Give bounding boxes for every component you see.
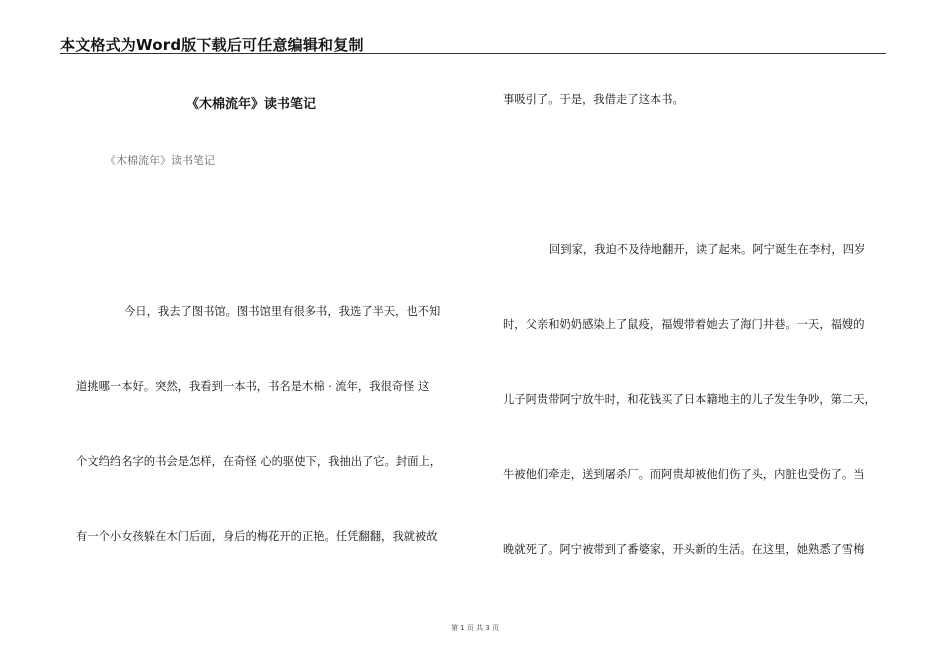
paragraph-line: 道挑哪一本好。突然，我看到一本书，书名是木棉 · 流年，我很奇怪 这 [76,380,430,393]
document-subtitle: 《木棉流年》读书笔记 [105,154,215,167]
paragraph-line: 儿子阿贵带阿宁放牛时，和花钱买了日本籍地主的儿子发生争吵，第二天， [503,393,876,406]
page-footer: 第 1 页 共 3 页 [450,624,500,632]
paragraph-line: 有一个小女孩躲在木门后面，身后的梅花开的正艳。任凭翻翻，我就被故 [76,530,438,543]
paragraph-line: 牛被他们牵走，送到屠杀厂。而阿贵却被他们伤了头，内脏也受伤了。当 [503,468,865,481]
header-divider [60,53,886,54]
paragraph-line: 事吸引了。于是，我借走了这本书。 [503,93,684,106]
paragraph-line: 今日，我去了图书馆。图书馆里有很多书，我选了半天，也不知 [124,305,441,318]
page-header: 本文格式为Word版下载后可任意编辑和复制 [60,36,364,54]
paragraph-line: 回到家，我迫不及待地翻开，读了起来。阿宁诞生在李村，四岁 [549,243,866,256]
paragraph-line: 个文绉绉名字的书会是怎样，在奇怪 心的驱使下，我抽出了它。封面上， [76,455,442,468]
paragraph-line: 时，父亲和奶奶感染上了鼠疫，福嫂带着她去了海门井巷。一天，福嫂的 [503,318,865,331]
paragraph-line: 晚就死了。阿宁被带到了番婆家，开头新的生活。在这里，她熟悉了雪梅 [503,543,865,556]
document-title: 《木棉流年》读书笔记 [186,97,317,112]
